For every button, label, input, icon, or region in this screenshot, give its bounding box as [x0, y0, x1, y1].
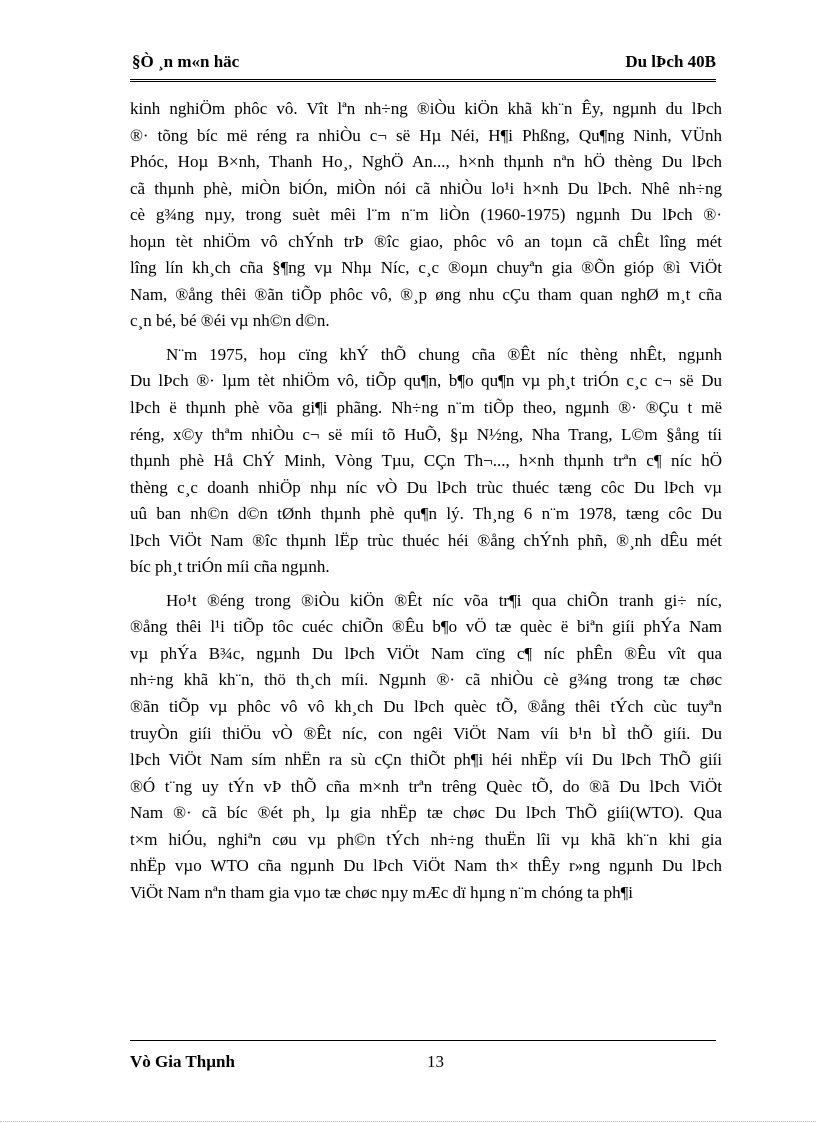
header-course-title: §Ò ¸n m«n häc [132, 52, 240, 71]
text-line: ®ãn tiÕp vµ phôc vô vô kh¸ch Du lÞch quèc tÕ, ®ång thêi tÝch cùc tuyªn [130, 697, 722, 717]
text-line: ®· tõng bíc më réng ra nhiÒu c¬ së Hµ Néi, H¶i Phßng, Qu¶ng Ninh, VÜnh [130, 125, 722, 145]
paragraph [130, 588, 722, 907]
text-line: lÞch ViÖt Nam sím nhËn ra sù cÇn thiÕt ph¶i héi nhËp víi Du lÞch ThÕ giíi [130, 750, 722, 770]
text-line: lîng lín kh¸ch cña §¶ng vµ Nhµ Níc, c¸c ®oµn chuyªn gia ®Õn gióp ®ì ViÖt [130, 258, 722, 278]
page-bottom-edge [0, 1121, 816, 1122]
text-line: thèng c¸c doanh nhiÖp nhµ níc vÒ Du lÞch trùc thuéc tæng côc Du lÞch vµ [130, 477, 722, 497]
text-line: lÞch ë thµnh phè võa gi¶i phãng. Nh÷ng n¨m tiÕp theo, ngµnh ®· ®Çu t më [130, 398, 722, 418]
text-line: truyÒn giíi thiÖu vÒ ®Êt níc, con ngêi ViÖt Nam víi b¹n bÌ thÕ giíi. Du [130, 723, 722, 743]
text-line: thµnh phè Hå ChÝ Minh, Vòng Tµu, CÇn Th¬..., h×nh thµnh trªn c¶ níc hÖ [130, 451, 722, 471]
text-line: uû ban nh©n d©n tØnh thµnh phè qu¶n lý. Th¸ng 6 n¨m 1978, tæng côc Du [130, 504, 722, 524]
text-line: hoµn tèt nhiÖm vô chÝnh trÞ ®îc giao, phôc vô an toµn cã chÊt lîng mét [130, 231, 722, 251]
text-line: cã thµnh phè, miÒn biÓn, miÒn nói cã nhiÒu lo¹i h×nh Du lÞch. Nhê nh÷ng [130, 178, 722, 198]
footer-author: Vò Gia Thµnh [130, 1052, 235, 1071]
text-line: vµ phÝa B¾c, ngµnh Du lÞch ViÖt Nam cïng c¶ níc phÊn ®Êu vît qua [130, 643, 722, 663]
text-line: kinh nghiÖm phôc vô. Vît lªn nh÷ng ®iÒu kiÖn khã kh¨n Êy, ngµnh du lÞch [130, 99, 722, 118]
footer-divider [130, 1040, 716, 1041]
page-header [130, 52, 716, 78]
text-line: t×m hiÓu, nghiªn cøu vµ ph©n tÝch nh÷ng thuËn lîi vµ khã kh¨n khi gia [130, 829, 722, 849]
paragraph [130, 96, 722, 335]
header-class-name: Du lÞch 40B [625, 52, 716, 71]
text-line: nh÷ng khã kh¨n, thö th¸ch míi. Ngµnh ®· cã nhiÒu cè g¾ng trong tæ chøc [130, 670, 722, 690]
text-line: lÞch ViÖt Nam ®îc thµnh lËp trùc thuéc héi ®ång chÝnh phñ, ®¸nh dÊu mét [130, 530, 722, 550]
text-line: N¨m 1975, hoµ cïng khÝ thÕ chung cña ®Êt níc thèng nhÊt, ngµnh [166, 344, 722, 364]
page-number: 13 [427, 1052, 444, 1071]
text-line: c¸n bé, bé ®éi vµ nh©n d©n. [130, 311, 330, 331]
text-line: bíc ph¸t triÓn míi cña ngµnh. [130, 557, 330, 577]
text-line: cè g¾ng nµy, trong suèt mêi l¨m n¨m liÒn (1960-1975) ngµnh Du lÞch ®· [130, 205, 722, 225]
body-text [130, 96, 722, 913]
text-line: Ho¹t ®éng trong ®iÒu kiÖn ®Êt níc võa tr¶i qua chiÕn tranh gi÷ níc, [166, 590, 722, 610]
text-line: ®ång thêi l¹i tiÕp tôc cuéc chiÕn ®Êu b¶o vÖ tæ quèc ë biªn giíi phÝa Nam [130, 617, 722, 637]
text-line: nhËp vµo WTO cña ngµnh Du lÞch ViÖt Nam th× thÊy r»ng ngµnh Du lÞch [130, 856, 722, 876]
text-line: Phóc, Hoµ B×nh, Thanh Ho¸, NghÖ An..., h×nh thµnh nªn hÖ thèng Du lÞch [130, 152, 722, 172]
text-line: réng, x©y thªm nhiÒu c¬ së míi tõ HuÕ, §µ N½ng, Nha Trang, L©m §ång tíi [130, 424, 722, 444]
text-line: ®Ó t¨ng uy tÝn vÞ thÕ cña m×nh trªn trêng Quèc tÕ, do ®ã Du lÞch ViÖt [130, 776, 722, 796]
header-divider [130, 79, 716, 82]
text-line: Nam, ®ång thêi ®ãn tiÕp phôc vô, ®¸p øng nhu cÇu tham quan nghØ m¸t cña [130, 284, 722, 304]
text-line: Du lÞch ®· lµm tèt nhiÖm vô, tiÕp qu¶n, b¶o qu¶n vµ ph¸t triÓn c¸c c¬ së Du [130, 371, 722, 391]
text-line: Nam ®· cã bíc ®ét ph¸ lµ gia nhËp tæ chøc Du lÞch ThÕ giíi(WTO). Qua [130, 803, 722, 823]
text-line: ViÖt Nam nªn tham gia vµo tæ chøc nµy mÆc dï hµng n¨m chóng ta ph¶i [130, 882, 633, 902]
paragraph [130, 342, 722, 581]
